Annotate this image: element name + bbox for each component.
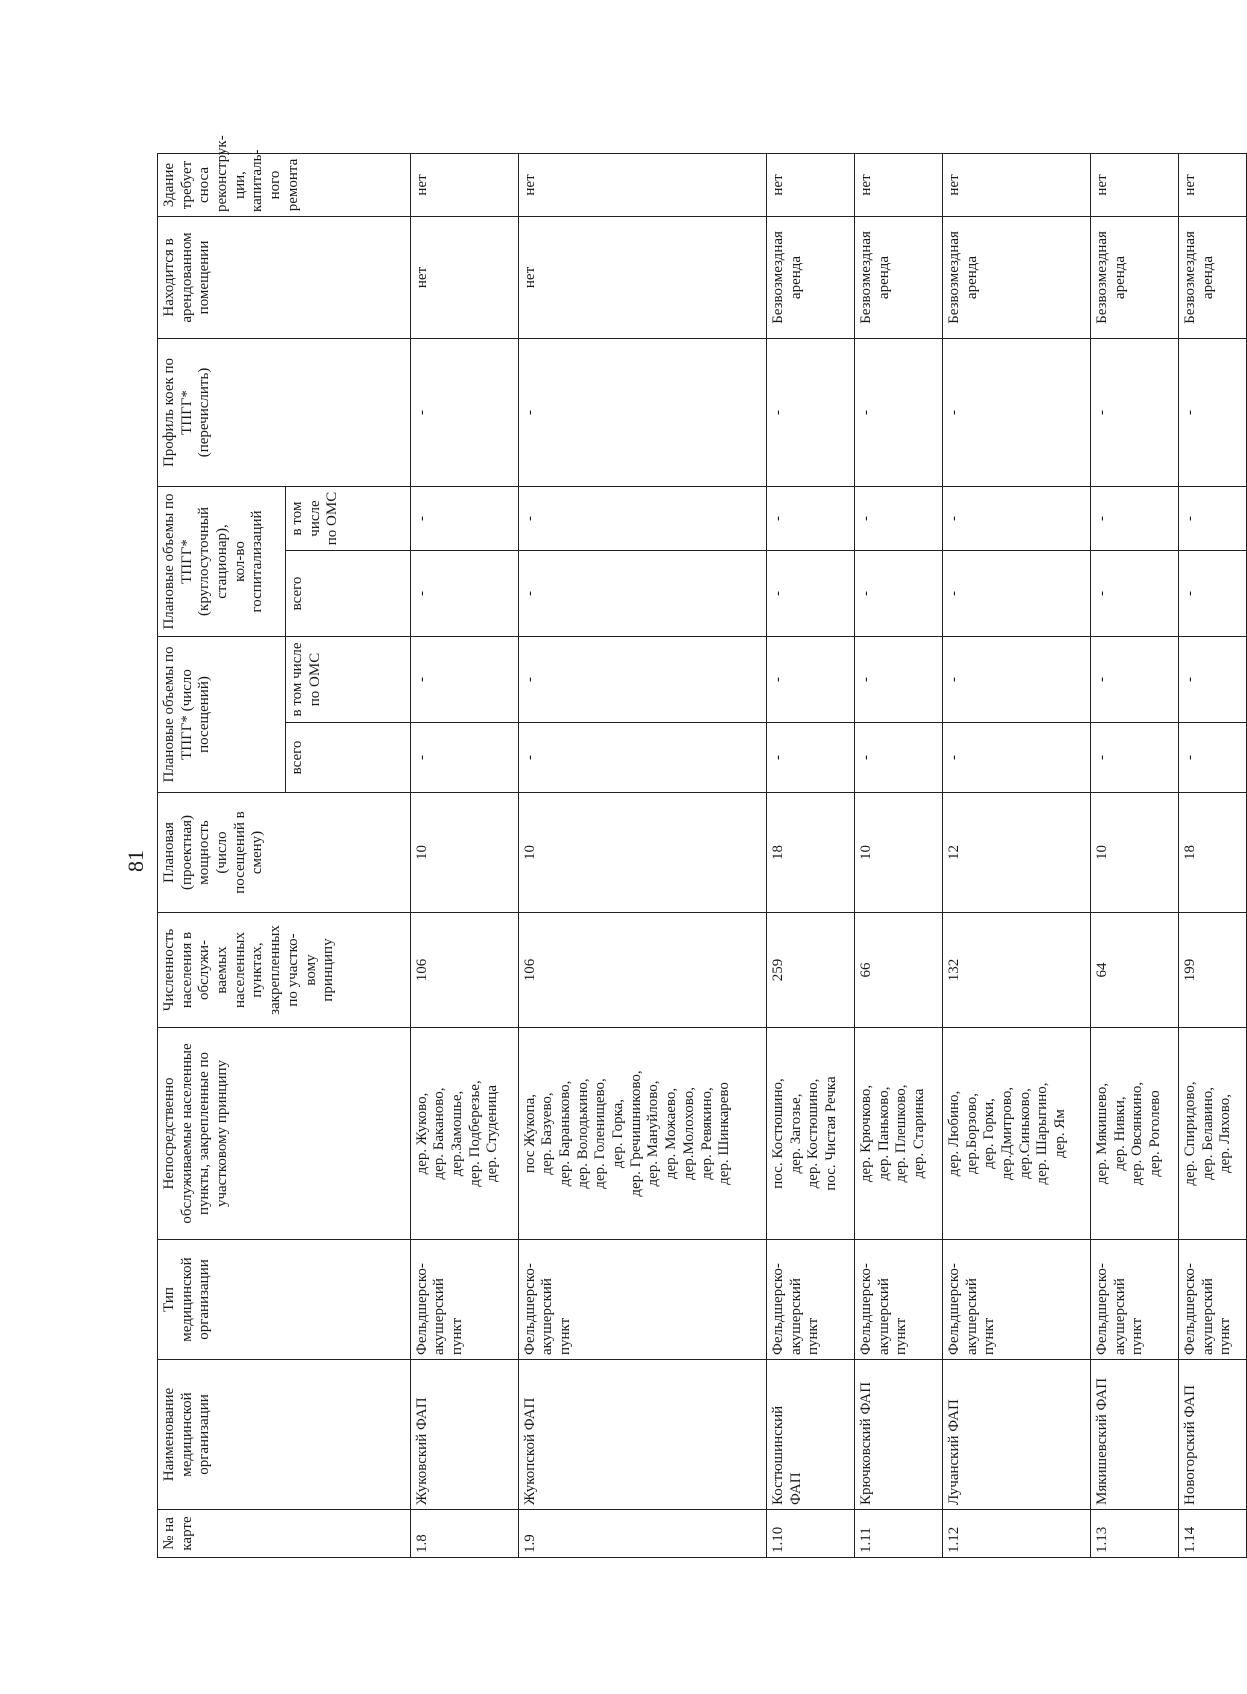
header-visits-oms: в том числе по ОМС bbox=[286, 637, 411, 723]
page-number: 81 bbox=[123, 850, 148, 872]
row-hosp-total: - bbox=[854, 551, 942, 637]
row-hosp-total: - bbox=[518, 551, 766, 637]
row-rent: Безвозмездная аренда bbox=[1178, 216, 1246, 338]
row-num: 1.8 bbox=[410, 1510, 518, 1558]
table-row bbox=[1090, 153, 1178, 1557]
row-num: 1.14 bbox=[1178, 1510, 1246, 1558]
table-body bbox=[410, 153, 1246, 1557]
row-repair: нет bbox=[410, 153, 518, 216]
row-name: Крючковский ФАП bbox=[854, 1360, 942, 1510]
row-beds: - bbox=[518, 338, 766, 486]
row-hosp-total: - bbox=[1090, 551, 1178, 637]
row-visits-total: - bbox=[518, 723, 766, 793]
row-name: Лучанский ФАП bbox=[942, 1360, 1090, 1510]
row-repair: нет bbox=[854, 153, 942, 216]
row-repair: нет bbox=[1090, 153, 1178, 216]
row-capacity: 18 bbox=[766, 793, 854, 913]
row-settlements: пос Жукопа, дер. Базуево, дер. Бараньково, дер. Володькино, дер. Голенищево, дер. Горка, дер. Гречишниково, дер. Мануйлово, дер. Можаево, дер.Молохово, дер. Ревякино, дер. Шинкарево bbox=[518, 1028, 766, 1240]
row-visits-oms: - bbox=[766, 637, 854, 723]
row-beds: - bbox=[766, 338, 854, 486]
header-num: № на карте bbox=[158, 1510, 411, 1558]
header-capacity: Плановая (проектная) мощность (число посещений в смену) bbox=[158, 793, 411, 913]
row-beds: - bbox=[410, 338, 518, 486]
row-beds: - bbox=[942, 338, 1090, 486]
row-hosp-total: - bbox=[1178, 551, 1246, 637]
table-row bbox=[518, 153, 766, 1557]
row-hosp-oms: - bbox=[1090, 486, 1178, 550]
row-rent: нет bbox=[410, 216, 518, 338]
row-visits-oms: - bbox=[1090, 637, 1178, 723]
row-capacity: 10 bbox=[1090, 793, 1178, 913]
row-hosp-oms: - bbox=[854, 486, 942, 550]
table-row bbox=[766, 153, 854, 1557]
header-visits: Плановые объемы по ТПГГ* (число посещений) bbox=[158, 637, 286, 793]
row-visits-total: - bbox=[854, 723, 942, 793]
row-type: Фельдшерско- акушерский пункт bbox=[942, 1240, 1090, 1360]
row-population: 64 bbox=[1090, 913, 1178, 1028]
table-row bbox=[942, 153, 1090, 1557]
row-type: Фельдшерско- акушерский пункт bbox=[1178, 1240, 1246, 1360]
row-num: 1.10 bbox=[766, 1510, 854, 1558]
header-name: Наименование медицинской организации bbox=[158, 1360, 411, 1510]
row-capacity: 12 bbox=[942, 793, 1090, 913]
row-hosp-total: - bbox=[410, 551, 518, 637]
row-beds: - bbox=[854, 338, 942, 486]
row-type: Фельдшерско- акушерский пункт bbox=[410, 1240, 518, 1360]
row-visits-total: - bbox=[766, 723, 854, 793]
row-beds: - bbox=[1090, 338, 1178, 486]
header-rent: Находится в арендованном помещении bbox=[158, 216, 411, 338]
row-hosp-total: - bbox=[766, 551, 854, 637]
row-population: 106 bbox=[518, 913, 766, 1028]
row-capacity: 10 bbox=[518, 793, 766, 913]
row-type: Фельдшерско- акушерский пункт bbox=[854, 1240, 942, 1360]
table-row bbox=[854, 153, 942, 1557]
row-population: 132 bbox=[942, 913, 1090, 1028]
row-repair: нет bbox=[942, 153, 1090, 216]
row-visits-oms: - bbox=[410, 637, 518, 723]
rotated-table-container bbox=[157, 135, 1247, 1558]
row-name: Мякишевский ФАП bbox=[1090, 1360, 1178, 1510]
table-row bbox=[410, 153, 518, 1557]
header-settlements: Непосредственно обслуживаемые населенные пункты, закрепленные по участковому принципу bbox=[158, 1028, 411, 1240]
row-visits-total: - bbox=[942, 723, 1090, 793]
row-visits-oms: - bbox=[518, 637, 766, 723]
row-visits-oms: - bbox=[1178, 637, 1246, 723]
row-num: 1.9 bbox=[518, 1510, 766, 1558]
row-hosp-oms: - bbox=[1178, 486, 1246, 550]
row-settlements: дер. Жуково, дер. Баканово, дер.Замошье, дер. Подберезье, дер. Студеница bbox=[410, 1028, 518, 1240]
row-hosp-oms: - bbox=[518, 486, 766, 550]
row-visits-total: - bbox=[1178, 723, 1246, 793]
row-population: 259 bbox=[766, 913, 854, 1028]
header-hosp: Плановые объемы по ТПГГ* (круглосуточный стационар), кол-во госпитализаций bbox=[158, 486, 286, 636]
row-settlements: дер. Любино, дер.Борзово, дер. Горки, дер.Дмитрово, дер.Синьково, дер. Шарыгино, дер. Ям bbox=[942, 1028, 1090, 1240]
row-repair: нет bbox=[518, 153, 766, 216]
row-settlements: дер. Крючково, дер. Паньково, дер. Плешково, дер. Старинка bbox=[854, 1028, 942, 1240]
row-visits-oms: - bbox=[942, 637, 1090, 723]
row-hosp-oms: - bbox=[410, 486, 518, 550]
header-visits-total: всего bbox=[286, 723, 411, 793]
row-beds: - bbox=[1178, 338, 1246, 486]
row-hosp-oms: - bbox=[766, 486, 854, 550]
row-population: 199 bbox=[1178, 913, 1246, 1028]
row-num: 1.13 bbox=[1090, 1510, 1178, 1558]
header-beds: Профиль коек по ТПГГ* (перечислить) bbox=[158, 338, 411, 486]
row-population: 66 bbox=[854, 913, 942, 1028]
row-hosp-total: - bbox=[942, 551, 1090, 637]
row-capacity: 10 bbox=[854, 793, 942, 913]
row-settlements: дер. Спиридово, дер. Белавино, дер. Ляхово, bbox=[1178, 1028, 1246, 1240]
header-repair: Здание требует сноса реконструк- ции, капиталь- ного ремонта bbox=[158, 153, 411, 216]
row-visits-total: - bbox=[1090, 723, 1178, 793]
row-population: 106 bbox=[410, 913, 518, 1028]
row-rent: Безвозмездная аренда bbox=[942, 216, 1090, 338]
row-rent: Безвозмездная аренда bbox=[766, 216, 854, 338]
row-visits-total: - bbox=[410, 723, 518, 793]
row-rent: нет bbox=[518, 216, 766, 338]
row-name: Костюшинский ФАП bbox=[766, 1360, 854, 1510]
row-num: 1.11 bbox=[854, 1510, 942, 1558]
header-hosp-total: всего bbox=[286, 551, 411, 637]
row-name: Жуковский ФАП bbox=[410, 1360, 518, 1510]
row-repair: нет bbox=[766, 153, 854, 216]
row-rent: Безвозмездная аренда bbox=[1090, 216, 1178, 338]
row-rent: Безвозмездная аренда bbox=[854, 216, 942, 338]
row-settlements: дер. Мякишево, дер. Нивки, дер. Овсянкино, дер. Роголево bbox=[1090, 1028, 1178, 1240]
row-settlements: пос. Костюшино, дер. Загозье, дер. Костюшино, пос. Чистая Речка bbox=[766, 1028, 854, 1240]
header-type: Тип медицинской организации bbox=[158, 1240, 411, 1360]
row-type: Фельдшерско- акушерский пункт bbox=[1090, 1240, 1178, 1360]
row-capacity: 10 bbox=[410, 793, 518, 913]
row-num: 1.12 bbox=[942, 1510, 1090, 1558]
row-visits-oms: - bbox=[854, 637, 942, 723]
facilities-table bbox=[157, 135, 1247, 1558]
header-population: Численность населения в обслужи- ваемых населенных пунктах, закрепленных по участко- вому принципу bbox=[158, 913, 411, 1028]
header-hosp-oms: в том числе по ОМС bbox=[286, 486, 411, 550]
row-name: Жукопской ФАП bbox=[518, 1360, 766, 1510]
row-type: Фельдшерско- акушерский пункт bbox=[766, 1240, 854, 1360]
row-name: Новогорский ФАП bbox=[1178, 1360, 1246, 1510]
table-row bbox=[1178, 153, 1246, 1557]
row-hosp-oms: - bbox=[942, 486, 1090, 550]
row-capacity: 18 bbox=[1178, 793, 1246, 913]
row-type: Фельдшерско- акушерский пункт bbox=[518, 1240, 766, 1360]
row-repair: нет bbox=[1178, 153, 1246, 216]
